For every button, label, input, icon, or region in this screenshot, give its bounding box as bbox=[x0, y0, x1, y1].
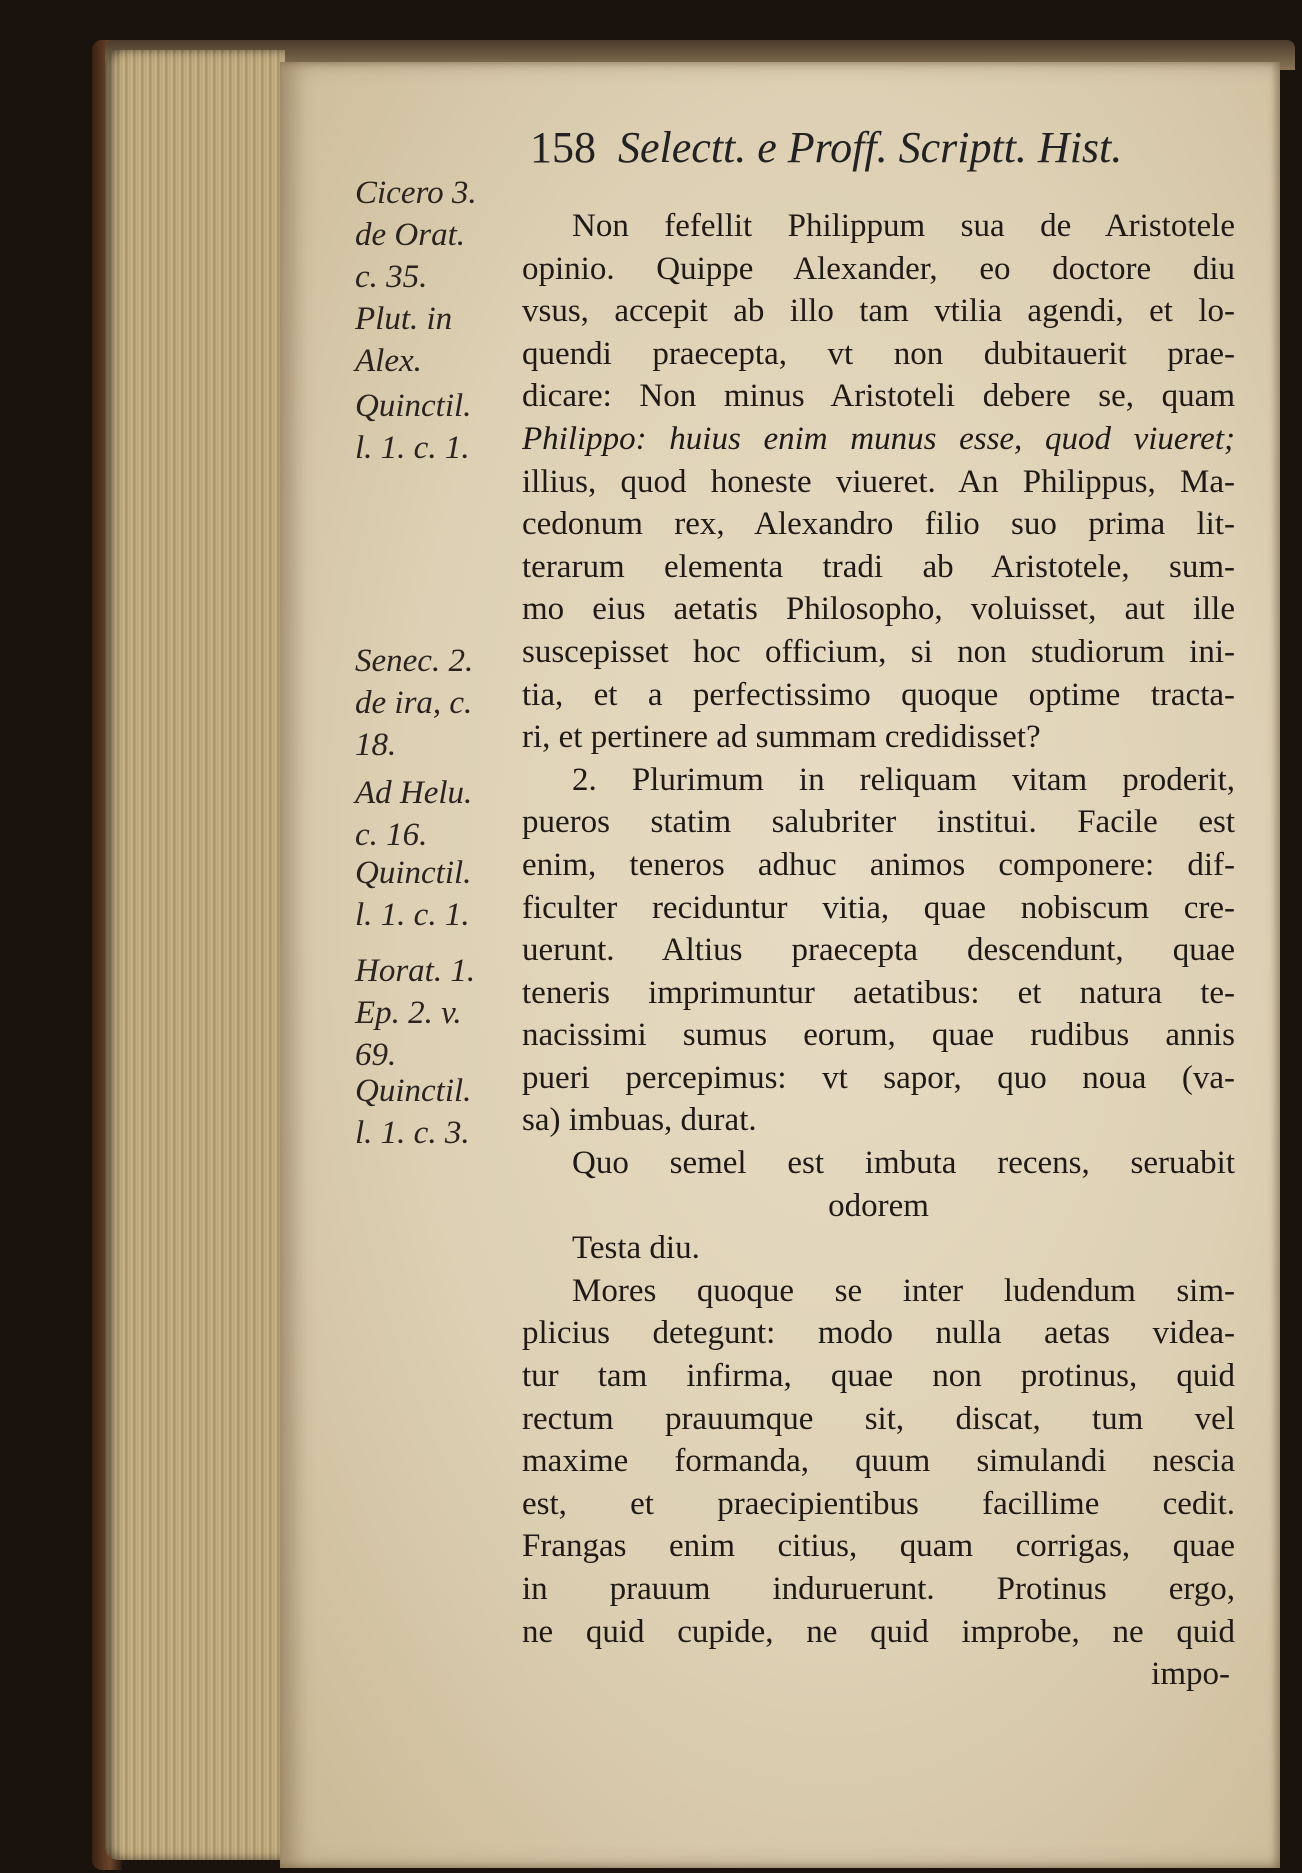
catchword: impo- bbox=[1151, 1656, 1230, 1693]
text-line: est, et praecipientibus facillime cedit. bbox=[522, 1485, 1235, 1522]
text-line: Philippo: huius enim munus esse, quod viueret; bbox=[522, 420, 1235, 457]
text-line: Frangas enim citius, quam corrigas, quae bbox=[522, 1528, 1235, 1565]
text-line: opinio. Quippe Alexander, eo doctore diu bbox=[522, 250, 1235, 287]
running-title: Selectt. e Proff. Scriptt. Hist. bbox=[618, 123, 1123, 172]
text-line: dicare: Non minus Aristoteli debere se, quam bbox=[522, 378, 1235, 415]
text-line: ri, et pertinere ad summam credidisset? bbox=[522, 719, 1041, 756]
margin-note: Ad Helu. c. 16. bbox=[355, 775, 473, 853]
text-line: cedonum rex, Alexandro filio suo prima lit- bbox=[522, 506, 1235, 543]
verse-line: Quo semel est imbuta recens, seruabit bbox=[572, 1145, 1235, 1182]
text-line: suscepisset hoc officium, si non studiorum ini- bbox=[522, 633, 1235, 670]
text-line: mo eius aetatis Philosopho, voluisset, aut ille bbox=[522, 591, 1235, 628]
running-head bbox=[530, 122, 1250, 173]
text-line: Non fefellit Philippum sua de Aristotele bbox=[572, 208, 1235, 244]
text-line: uerunt. Altius praecepta descendunt, quae bbox=[522, 932, 1235, 969]
text-line: teneris imprimuntur aetatibus: et natura te- bbox=[522, 974, 1235, 1011]
text-line: terarum elementa tradi ab Aristotele, sum- bbox=[522, 548, 1235, 585]
text-line: illius, quod honeste viueret. An Philippus, Ma- bbox=[522, 463, 1235, 500]
text-line: plicius detegunt: modo nulla aetas videa- bbox=[522, 1315, 1235, 1352]
text-line: in prauum induruerunt. Protinus ergo, bbox=[522, 1571, 1235, 1607]
margin-note: Cicero 3. de Orat. c. 35. Plut. in Alex. bbox=[355, 175, 477, 379]
text-line: sa) imbuas, durat. bbox=[522, 1102, 757, 1139]
text-line: pueri percepimus: vt sapor, quo noua (va- bbox=[522, 1059, 1235, 1096]
text-line: rectum prauumque sit, discat, tum vel bbox=[522, 1400, 1235, 1437]
text-line: quendi praecepta, vt non dubitauerit prae- bbox=[522, 335, 1235, 372]
page-number: 158 bbox=[530, 123, 596, 172]
page-edges bbox=[105, 50, 285, 1860]
text-line: vsus, accepit ab illo tam vtilia agendi, et lo- bbox=[522, 293, 1235, 330]
margin-note: Quinctil. l. 1. c. 1. bbox=[355, 855, 472, 933]
text-line: Mores quoque se inter ludendum sim- bbox=[572, 1272, 1235, 1309]
verse-line: Testa diu. bbox=[572, 1230, 700, 1267]
margin-note: Senec. 2. de ira, c. 18. bbox=[355, 643, 474, 763]
text-line: maxime formanda, quum simulandi nescia bbox=[522, 1443, 1235, 1480]
text-line: ne quid cupide, ne quid improbe, ne quid bbox=[522, 1613, 1235, 1650]
body-text bbox=[522, 205, 1235, 1696]
text-line: tia, et a perfectissimo quoque optime tracta- bbox=[522, 676, 1235, 713]
text-line: nacissimi sumus eorum, quae rudibus annis bbox=[522, 1017, 1235, 1054]
text-line: enim, teneros adhuc animos componere: dif- bbox=[522, 846, 1235, 883]
verse-line: odorem bbox=[828, 1187, 929, 1224]
margin-note: Quinctil. l. 1. c. 3. bbox=[355, 1073, 472, 1151]
margin-note: Quinctil. l. 1. c. 1. bbox=[355, 388, 472, 466]
text-line: ficulter reciduntur vitia, quae nobiscum cre- bbox=[522, 889, 1235, 926]
margin-note: Horat. 1. Ep. 2. v. 69. bbox=[355, 953, 476, 1073]
text-line: tur tam infirma, quae non protinus, quid bbox=[522, 1358, 1235, 1395]
text-line: 2. Plurimum in reliquam vitam proderit, bbox=[572, 761, 1235, 798]
text-line: pueros statim salubriter institui. Facile est bbox=[522, 804, 1235, 841]
